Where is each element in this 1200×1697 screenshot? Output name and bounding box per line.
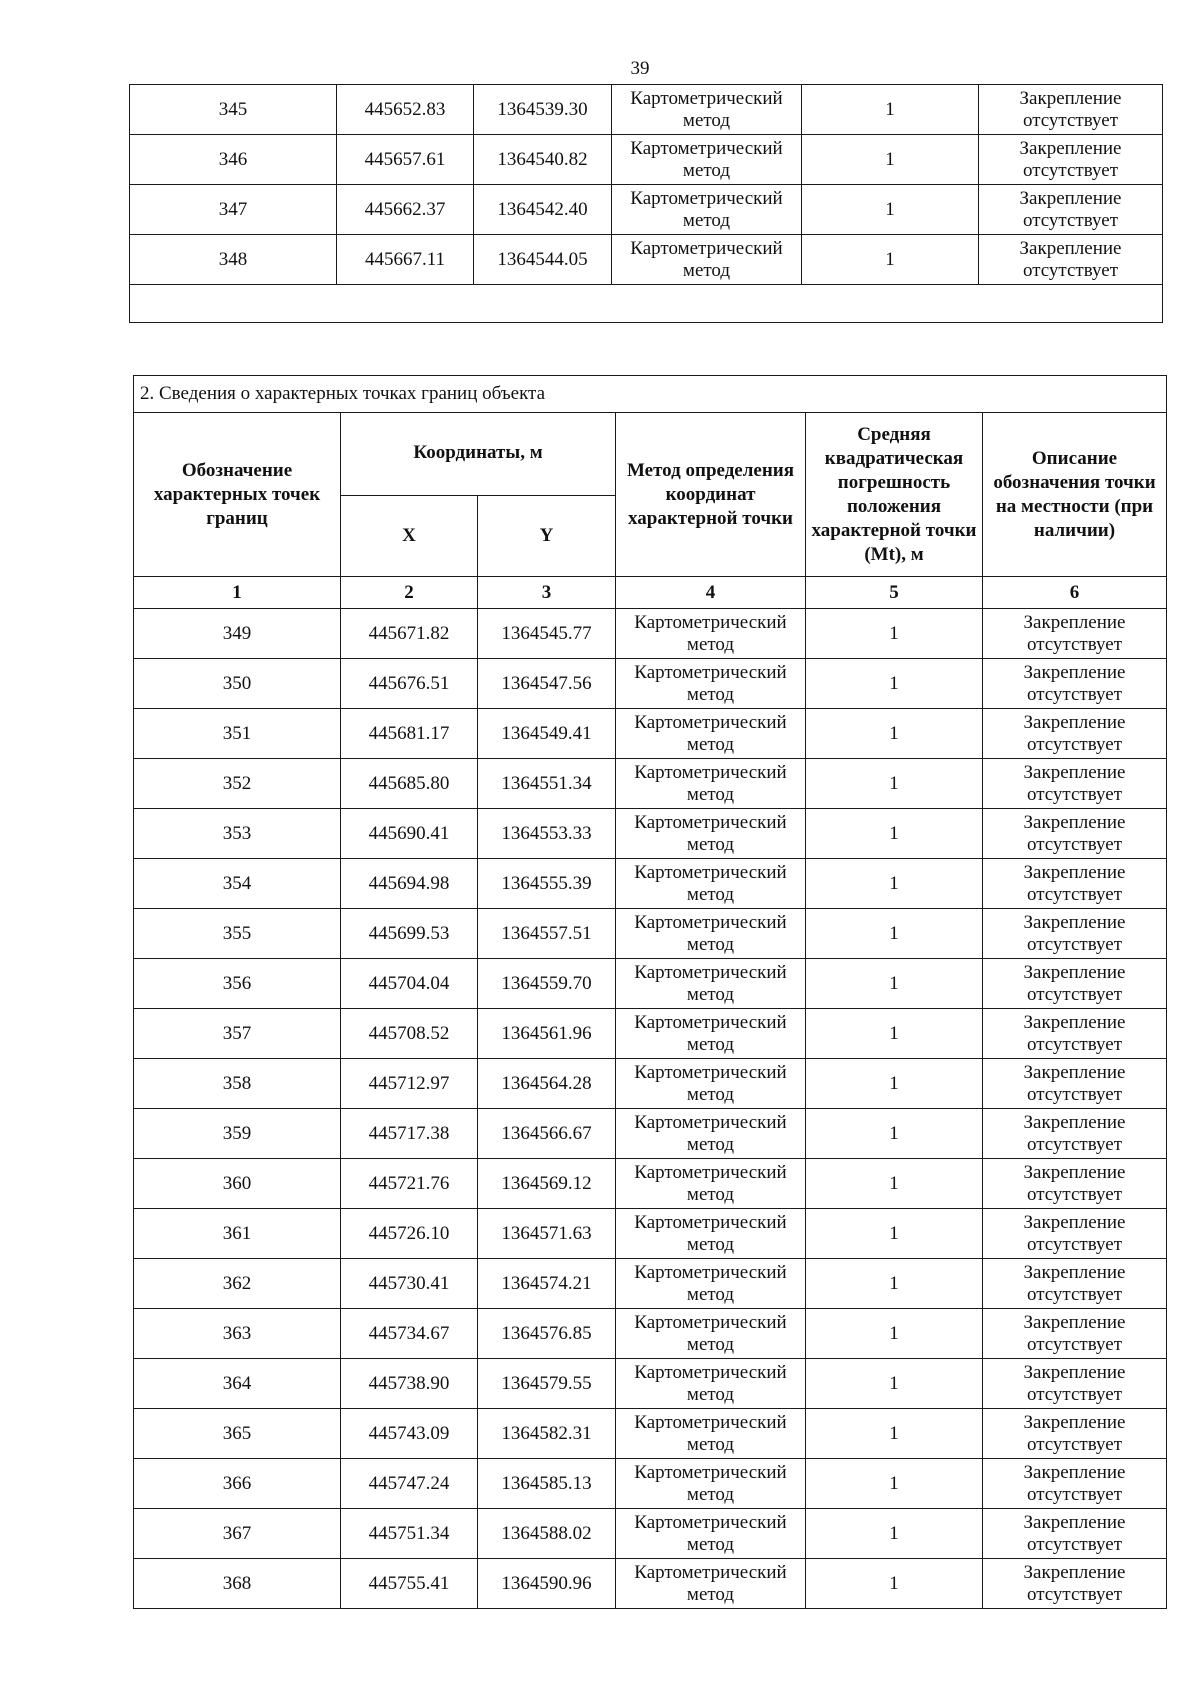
method-cell: Картометрический метод — [616, 1409, 806, 1459]
x-coordinate-cell: 445662.37 — [337, 185, 474, 235]
x-coordinate-cell: 445667.11 — [337, 235, 474, 285]
method-cell: Картометрический метод — [616, 1009, 806, 1059]
table-row — [130, 185, 1163, 235]
point-id-cell: 367 — [134, 1509, 341, 1559]
y-coordinate-cell: 1364540.82 — [474, 135, 612, 185]
point-id-cell: 361 — [134, 1209, 341, 1259]
accuracy-cell: 1 — [802, 135, 979, 185]
y-coordinate-cell: 1364557.51 — [478, 909, 616, 959]
x-coordinate-cell: 445726.10 — [341, 1209, 478, 1259]
method-cell: Картометрический метод — [616, 659, 806, 709]
x-coordinate-cell: 445721.76 — [341, 1159, 478, 1209]
x-coordinate-cell: 445685.80 — [341, 759, 478, 809]
y-coordinate-cell: 1364545.77 — [478, 609, 616, 659]
table-row — [134, 1309, 1167, 1359]
table-row — [134, 1059, 1167, 1109]
y-coordinate-cell: 1364579.55 — [478, 1359, 616, 1409]
y-coordinate-cell: 1364561.96 — [478, 1009, 616, 1059]
description-cell: Закрепление отсутствует — [983, 809, 1167, 859]
description-cell: Закрепление отсутствует — [979, 235, 1163, 285]
accuracy-cell: 1 — [806, 609, 983, 659]
method-cell: Картометрический метод — [616, 1559, 806, 1609]
description-cell: Закрепление отсутствует — [983, 1009, 1167, 1059]
accuracy-cell: 1 — [806, 1159, 983, 1209]
table-row — [130, 85, 1163, 135]
empty-cell — [130, 285, 1163, 323]
point-id-cell: 349 — [134, 609, 341, 659]
y-coordinate-cell: 1364582.31 — [478, 1409, 616, 1459]
x-coordinate-cell: 445652.83 — [337, 85, 474, 135]
method-cell: Картометрический метод — [616, 809, 806, 859]
header-x: X — [341, 496, 478, 577]
method-cell: Картометрический метод — [616, 1259, 806, 1309]
description-cell: Закрепление отсутствует — [983, 1559, 1167, 1609]
x-coordinate-cell: 445738.90 — [341, 1359, 478, 1409]
table-row — [134, 1209, 1167, 1259]
column-number: 5 — [806, 577, 983, 609]
description-cell: Закрепление отсутствует — [983, 1409, 1167, 1459]
point-id-cell: 353 — [134, 809, 341, 859]
point-id-cell: 348 — [130, 235, 337, 285]
method-cell: Картометрический метод — [616, 1509, 806, 1559]
table-caption: 2. Сведения о характерных точках границ объекта — [134, 376, 1167, 413]
method-cell: Картометрический метод — [616, 1159, 806, 1209]
point-id-cell: 345 — [130, 85, 337, 135]
point-id-cell: 350 — [134, 659, 341, 709]
continuation-table — [129, 84, 1163, 323]
method-cell: Картометрический метод — [616, 959, 806, 1009]
y-coordinate-cell: 1364590.96 — [478, 1559, 616, 1609]
method-cell: Картометрический метод — [616, 1359, 806, 1409]
x-coordinate-cell: 445671.82 — [341, 609, 478, 659]
table-row — [134, 1159, 1167, 1209]
column-number: 6 — [983, 577, 1167, 609]
table-row — [134, 659, 1167, 709]
point-id-cell: 346 — [130, 135, 337, 185]
description-cell: Закрепление отсутствует — [983, 909, 1167, 959]
accuracy-cell: 1 — [802, 235, 979, 285]
method-cell: Картометрический метод — [616, 859, 806, 909]
table-row — [134, 859, 1167, 909]
table-row — [130, 235, 1163, 285]
method-cell: Картометрический метод — [616, 1059, 806, 1109]
point-id-cell: 365 — [134, 1409, 341, 1459]
x-coordinate-cell: 445755.41 — [341, 1559, 478, 1609]
description-cell: Закрепление отсутствует — [983, 1359, 1167, 1409]
accuracy-cell: 1 — [806, 759, 983, 809]
description-cell: Закрепление отсутствует — [983, 859, 1167, 909]
method-cell: Картометрический метод — [612, 85, 802, 135]
table-row — [134, 1409, 1167, 1459]
header-method: Метод определения координат характерной точки — [616, 413, 806, 577]
y-coordinate-cell: 1364574.21 — [478, 1259, 616, 1309]
accuracy-cell: 1 — [802, 85, 979, 135]
description-cell: Закрепление отсутствует — [983, 1459, 1167, 1509]
table-row — [134, 909, 1167, 959]
point-id-cell: 360 — [134, 1159, 341, 1209]
boundary-points-table — [133, 375, 1167, 1609]
description-cell: Закрепление отсутствует — [983, 1209, 1167, 1259]
column-number: 2 — [341, 577, 478, 609]
y-coordinate-cell: 1364564.28 — [478, 1059, 616, 1109]
accuracy-cell: 1 — [806, 1009, 983, 1059]
y-coordinate-cell: 1364539.30 — [474, 85, 612, 135]
x-coordinate-cell: 445690.41 — [341, 809, 478, 859]
accuracy-cell: 1 — [806, 709, 983, 759]
y-coordinate-cell: 1364585.13 — [478, 1459, 616, 1509]
x-coordinate-cell: 445712.97 — [341, 1059, 478, 1109]
x-coordinate-cell: 445747.24 — [341, 1459, 478, 1509]
column-number: 1 — [134, 577, 341, 609]
accuracy-cell: 1 — [806, 859, 983, 909]
point-id-cell: 351 — [134, 709, 341, 759]
table-row — [134, 809, 1167, 859]
y-coordinate-cell: 1364571.63 — [478, 1209, 616, 1259]
header-y: Y — [478, 496, 616, 577]
x-coordinate-cell: 445704.04 — [341, 959, 478, 1009]
table-row — [134, 709, 1167, 759]
description-cell: Закрепление отсутствует — [983, 759, 1167, 809]
table-row — [134, 959, 1167, 1009]
table-row — [134, 1259, 1167, 1309]
accuracy-cell: 1 — [806, 1109, 983, 1159]
table-row — [134, 1009, 1167, 1059]
description-cell: Закрепление отсутствует — [983, 1309, 1167, 1359]
y-coordinate-cell: 1364544.05 — [474, 235, 612, 285]
y-coordinate-cell: 1364588.02 — [478, 1509, 616, 1559]
y-coordinate-cell: 1364547.56 — [478, 659, 616, 709]
accuracy-cell: 1 — [806, 1559, 983, 1609]
accuracy-cell: 1 — [806, 1359, 983, 1409]
table-row — [134, 1359, 1167, 1409]
point-id-cell: 357 — [134, 1009, 341, 1059]
y-coordinate-cell: 1364555.39 — [478, 859, 616, 909]
accuracy-cell: 1 — [806, 959, 983, 1009]
point-id-cell: 354 — [134, 859, 341, 909]
point-id-cell: 352 — [134, 759, 341, 809]
y-coordinate-cell: 1364551.34 — [478, 759, 616, 809]
point-id-cell: 366 — [134, 1459, 341, 1509]
method-cell: Картометрический метод — [616, 1309, 806, 1359]
table-row — [134, 759, 1167, 809]
accuracy-cell: 1 — [806, 1509, 983, 1559]
accuracy-cell: 1 — [806, 1209, 983, 1259]
point-id-cell: 359 — [134, 1109, 341, 1159]
x-coordinate-cell: 445734.67 — [341, 1309, 478, 1359]
accuracy-cell: 1 — [806, 809, 983, 859]
point-id-cell: 356 — [134, 959, 341, 1009]
method-cell: Картометрический метод — [612, 135, 802, 185]
column-number: 4 — [616, 577, 806, 609]
point-id-cell: 364 — [134, 1359, 341, 1409]
y-coordinate-cell: 1364559.70 — [478, 959, 616, 1009]
description-cell: Закрепление отсутствует — [983, 1059, 1167, 1109]
boundary-points-table-body — [134, 609, 1167, 1609]
method-cell: Картометрический метод — [616, 759, 806, 809]
table-row — [134, 609, 1167, 659]
description-cell: Закрепление отсутствует — [983, 609, 1167, 659]
method-cell: Картометрический метод — [612, 235, 802, 285]
point-id-cell: 347 — [130, 185, 337, 235]
accuracy-cell: 1 — [806, 1409, 983, 1459]
column-number-row — [134, 577, 1167, 609]
point-id-cell: 358 — [134, 1059, 341, 1109]
method-cell: Картометрический метод — [616, 1109, 806, 1159]
description-cell: Закрепление отсутствует — [979, 85, 1163, 135]
header-coordinates: Координаты, м — [341, 413, 616, 496]
accuracy-cell: 1 — [806, 659, 983, 709]
accuracy-cell: 1 — [806, 1309, 983, 1359]
description-cell: Закрепление отсутствует — [983, 709, 1167, 759]
description-cell: Закрепление отсутствует — [983, 1159, 1167, 1209]
x-coordinate-cell: 445676.51 — [341, 659, 478, 709]
description-cell: Закрепление отсутствует — [979, 135, 1163, 185]
accuracy-cell: 1 — [806, 1059, 983, 1109]
y-coordinate-cell: 1364549.41 — [478, 709, 616, 759]
method-cell: Картометрический метод — [616, 1459, 806, 1509]
description-cell: Закрепление отсутствует — [983, 959, 1167, 1009]
description-cell: Закрепление отсутствует — [983, 1509, 1167, 1559]
x-coordinate-cell: 445699.53 — [341, 909, 478, 959]
header-accuracy: Средняя квадратическая погрешность положения характерной точки (Mt), м — [806, 413, 983, 577]
description-cell: Закрепление отсутствует — [983, 1259, 1167, 1309]
x-coordinate-cell: 445708.52 — [341, 1009, 478, 1059]
table-row — [134, 1109, 1167, 1159]
x-coordinate-cell: 445717.38 — [341, 1109, 478, 1159]
description-cell: Закрепление отсутствует — [979, 185, 1163, 235]
empty-row — [130, 285, 1163, 323]
point-id-cell: 368 — [134, 1559, 341, 1609]
y-coordinate-cell: 1364569.12 — [478, 1159, 616, 1209]
page-number: 39 — [630, 58, 650, 79]
x-coordinate-cell: 445657.61 — [337, 135, 474, 185]
x-coordinate-cell: 445751.34 — [341, 1509, 478, 1559]
method-cell: Картометрический метод — [616, 909, 806, 959]
method-cell: Картометрический метод — [616, 709, 806, 759]
y-coordinate-cell: 1364553.33 — [478, 809, 616, 859]
accuracy-cell: 1 — [806, 1259, 983, 1309]
accuracy-cell: 1 — [802, 185, 979, 235]
point-id-cell: 363 — [134, 1309, 341, 1359]
y-coordinate-cell: 1364576.85 — [478, 1309, 616, 1359]
y-coordinate-cell: 1364566.67 — [478, 1109, 616, 1159]
method-cell: Картометрический метод — [616, 1209, 806, 1259]
accuracy-cell: 1 — [806, 909, 983, 959]
continuation-table-body — [130, 85, 1163, 323]
description-cell: Закрепление отсутствует — [983, 659, 1167, 709]
x-coordinate-cell: 445681.17 — [341, 709, 478, 759]
table-row — [130, 135, 1163, 185]
header-point-designation: Обозначение характерных точек границ — [134, 413, 341, 577]
table-row — [134, 1509, 1167, 1559]
y-coordinate-cell: 1364542.40 — [474, 185, 612, 235]
method-cell: Картометрический метод — [616, 609, 806, 659]
table-row — [134, 1559, 1167, 1609]
point-id-cell: 362 — [134, 1259, 341, 1309]
method-cell: Картометрический метод — [612, 185, 802, 235]
x-coordinate-cell: 445743.09 — [341, 1409, 478, 1459]
header-description: Описание обозначения точки на местности (при наличии) — [983, 413, 1167, 577]
table-row — [134, 1459, 1167, 1509]
description-cell: Закрепление отсутствует — [983, 1109, 1167, 1159]
x-coordinate-cell: 445730.41 — [341, 1259, 478, 1309]
column-number: 3 — [478, 577, 616, 609]
point-id-cell: 355 — [134, 909, 341, 959]
x-coordinate-cell: 445694.98 — [341, 859, 478, 909]
accuracy-cell: 1 — [806, 1459, 983, 1509]
